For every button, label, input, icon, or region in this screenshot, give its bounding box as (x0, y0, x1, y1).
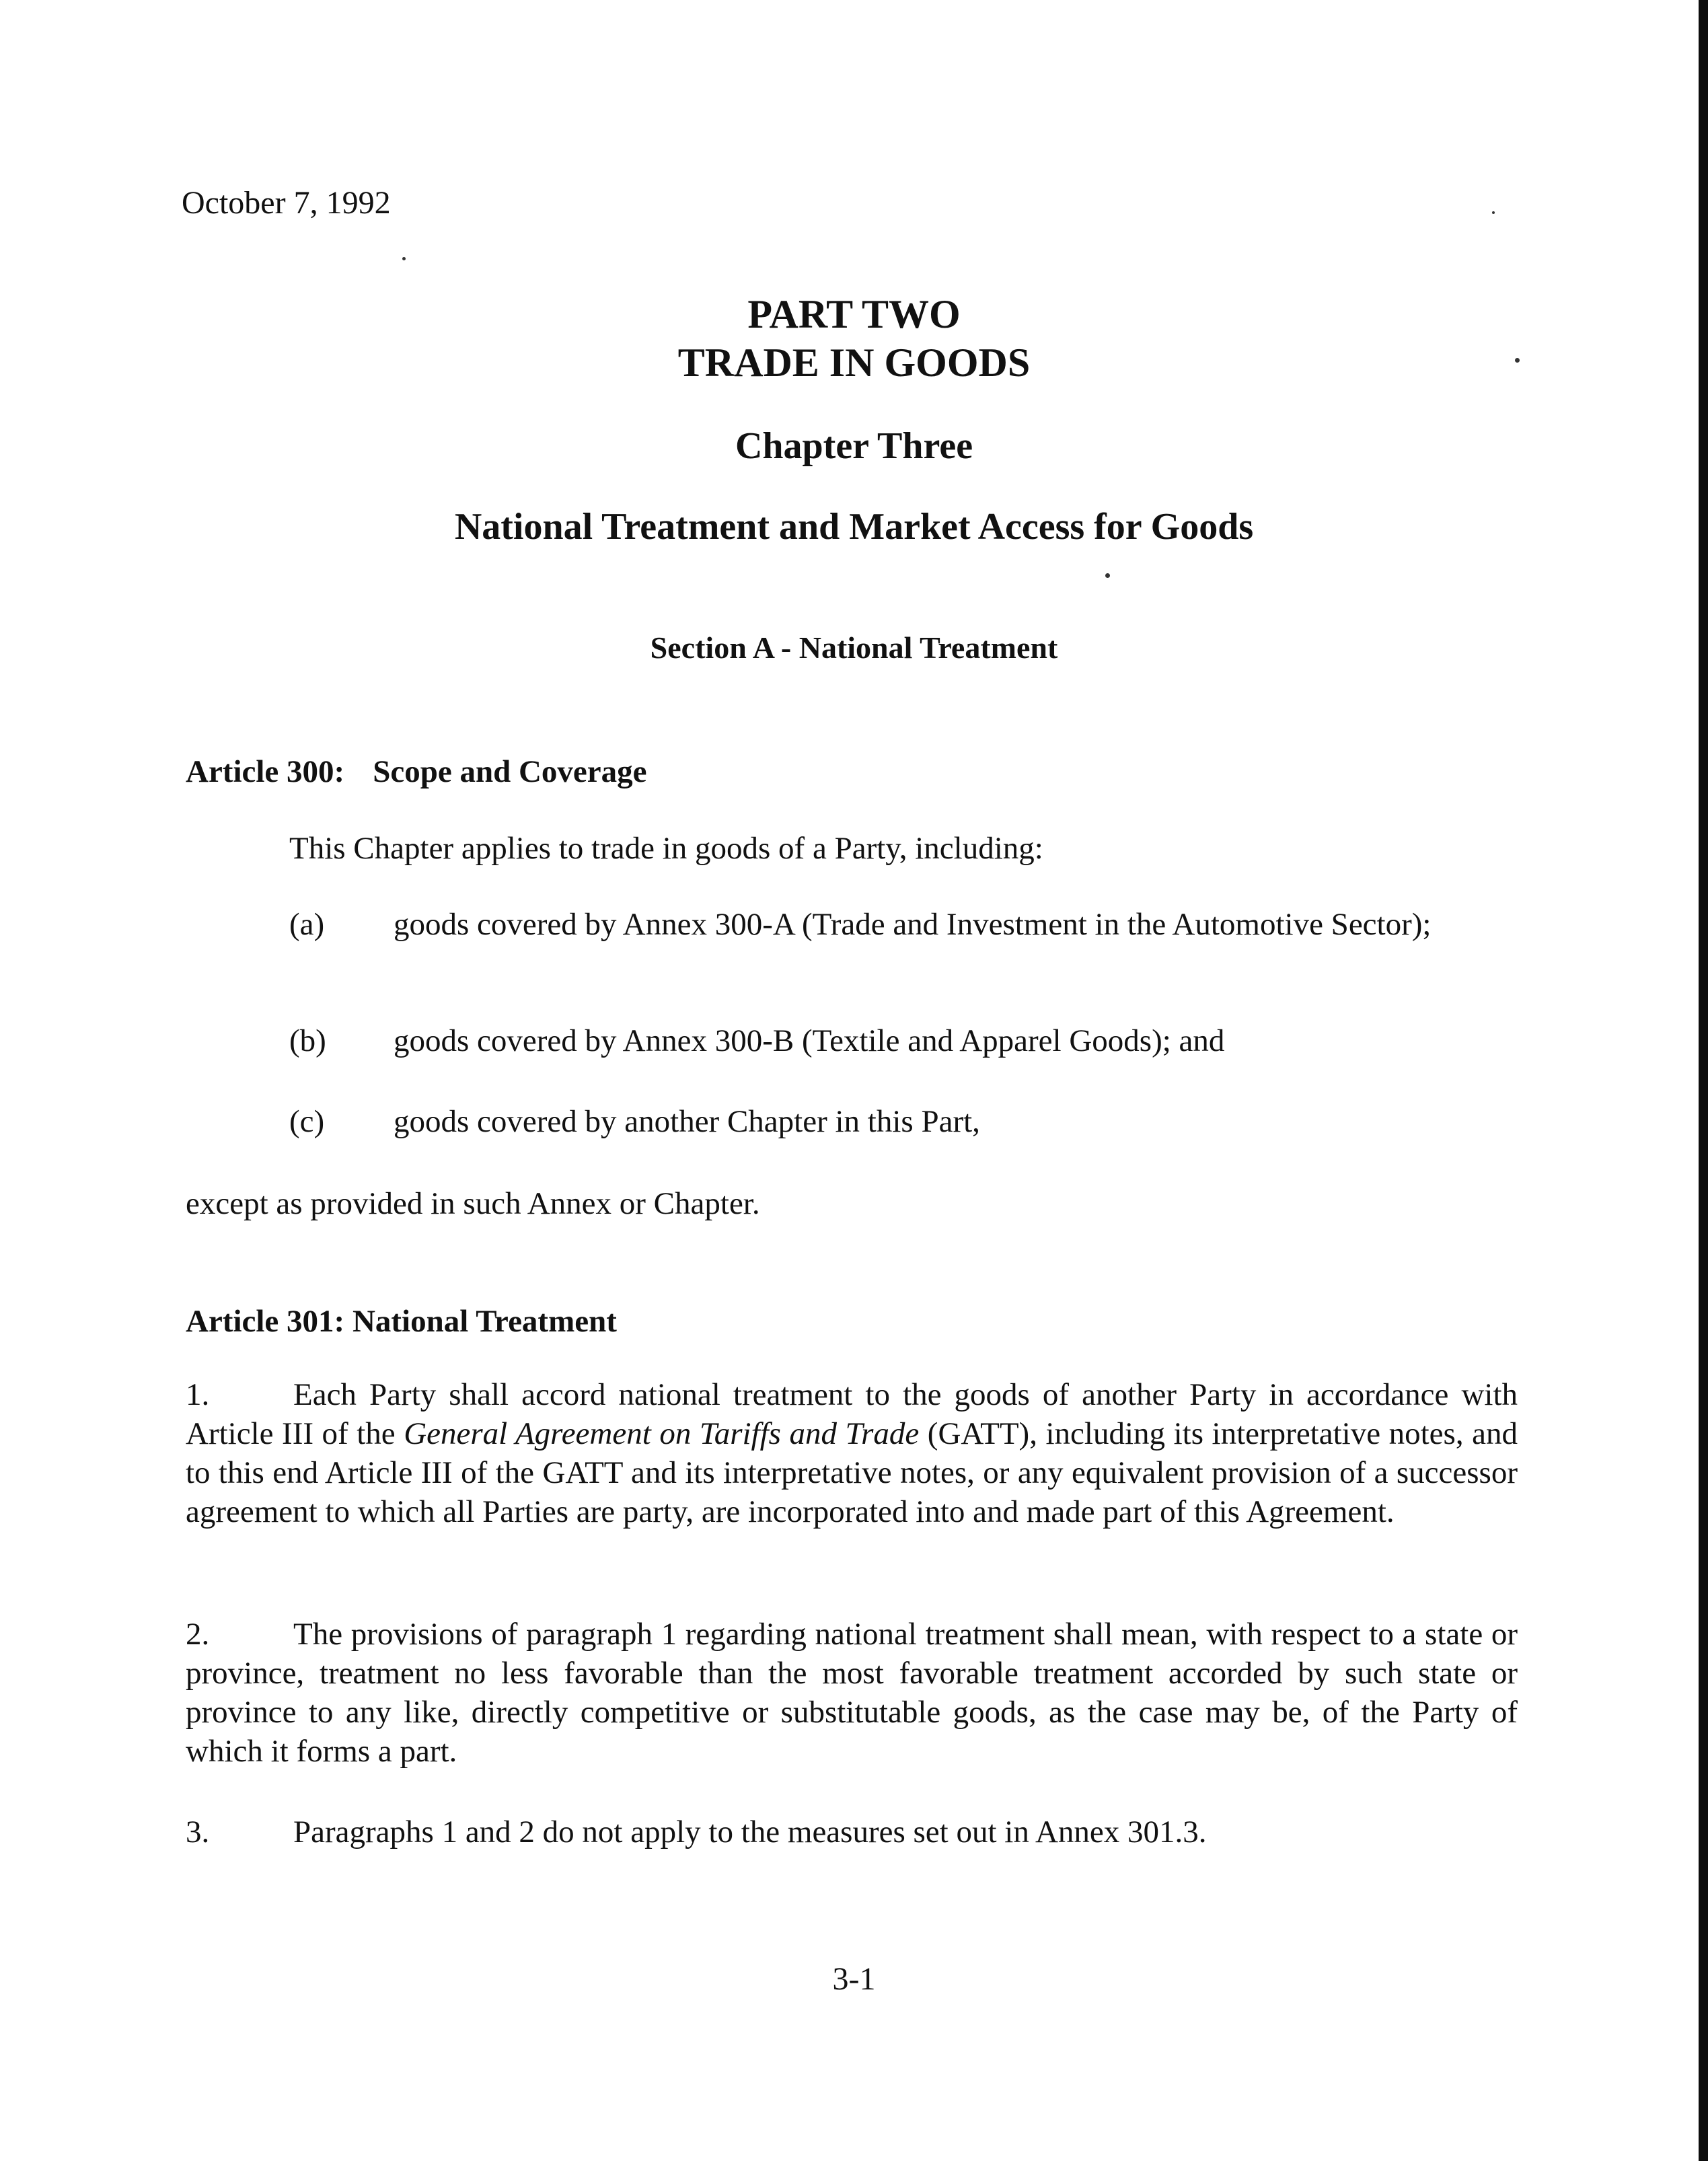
paragraph-number: 1. (186, 1377, 210, 1412)
list-item (289, 1102, 1527, 1141)
paragraph-italic-title: General Agreement on Tariffs and Trade (404, 1416, 920, 1451)
paragraph-text: Each Party shall accord national treatment to the goods of another Party in accordance with Article III of the (186, 1377, 1518, 1451)
chapter-title: National Treatment and Market Access for Goods (454, 506, 1254, 548)
article-300-closing: except as provided in such Annex or Chapter. (186, 1186, 760, 1221)
chapter-label: Chapter Three (735, 425, 973, 467)
scan-speck (1492, 211, 1495, 214)
article-301-heading: Article 301: National Treatment (186, 1304, 617, 1339)
list-item (289, 905, 1527, 944)
list-item-marker: (a) (289, 907, 325, 942)
list-item (289, 1021, 1527, 1060)
article-300-heading (186, 752, 647, 791)
article-300-intro: This Chapter applies to trade in goods of a Party, including: (289, 831, 1043, 866)
paragraph-text: The provisions of paragraph 1 regarding national treatment shall mean, with respect to a state or province, treatment no less favorable than the most favorable treatment accorded by such state or province to any like, directly competitive or substitutable goods, as the case may be, of the Party of which it forms a part. (186, 1617, 1518, 1769)
document-date: October 7, 1992 (182, 185, 391, 221)
list-item-text: goods covered by Annex 300-A (Trade and Investment in the Automotive Sector); (394, 907, 1432, 942)
article-300-number: Article 300: (186, 754, 345, 789)
paragraph-number: 2. (186, 1617, 210, 1652)
list-item-marker: (b) (289, 1023, 326, 1058)
list-item-marker: (c) (289, 1104, 325, 1139)
scan-speck (402, 257, 406, 260)
paragraph-3 (186, 1812, 1518, 1852)
page-number: 3-1 (832, 1961, 876, 1997)
part-title: PART TWO (747, 292, 961, 336)
section-title: Section A - National Treatment (650, 630, 1058, 665)
paragraph-text: Paragraphs 1 and 2 do not apply to the measures set out in Annex 301.3. (293, 1815, 1207, 1849)
scan-speck (1105, 573, 1110, 578)
article-300-title: Scope and Coverage (373, 754, 647, 789)
paragraph-text: (GATT), including its interpretative notes, and to this end Article III of the GATT and its interpretative notes, or any equivalent provision of a successor agreement to which all Parties are party, are incorporated into and made part of this Agreement. (186, 1416, 1518, 1529)
list-item-text: goods covered by Annex 300-B (Textile and Apparel Goods); and (394, 1023, 1225, 1058)
paragraph-1 (186, 1375, 1518, 1531)
paragraph-number: 3. (186, 1815, 210, 1849)
list-item-text: goods covered by another Chapter in this Part, (394, 1104, 980, 1139)
part-subtitle: TRADE IN GOODS (677, 340, 1031, 385)
paragraph-2 (186, 1615, 1518, 1771)
